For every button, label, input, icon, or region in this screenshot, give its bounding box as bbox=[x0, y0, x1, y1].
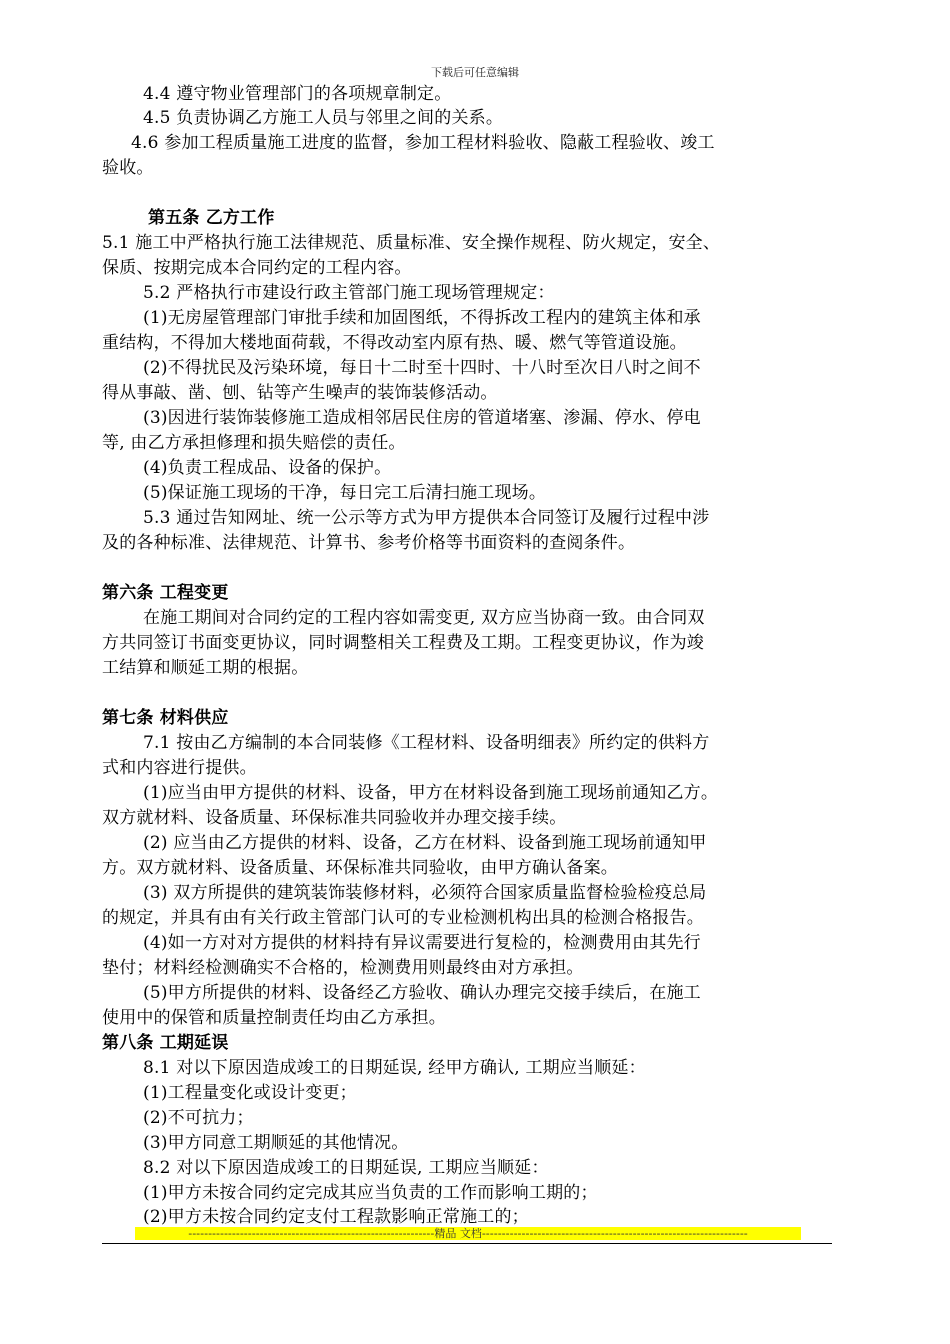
text-line: 方共同签订书面变更协议，同时调整相关工程费及工期。工程变更协议，作为竣 bbox=[102, 633, 704, 653]
text-line: 垫付；材料经检测确实不合格的，检测费用则最终由对方承担。 bbox=[102, 958, 584, 978]
text-line: (1)无房屋管理部门审批手续和加固图纸，不得拆改工程内的建筑主体和承 bbox=[143, 308, 701, 328]
text-line: 4.6 参加工程质量施工进度的监督，参加工程材料验收、隐蔽工程验收、竣工 bbox=[131, 133, 715, 153]
text-line: (5)保证施工现场的干净，每日完工后清扫施工现场。 bbox=[143, 483, 547, 503]
text-line: 5.1 施工中严格执行施工法律规范、质量标准、安全操作规程、防火规定，安全、 bbox=[102, 233, 721, 253]
text-line: 重结构，不得加大楼地面荷载，不得改动室内原有热、暖、燃气等管道设施。 bbox=[102, 333, 687, 353]
text-line: (2) 应当由乙方提供的材料、设备，乙方在材料、设备到施工现场前通知甲 bbox=[143, 833, 707, 853]
text-line: (2)不得扰民及污染环境，每日十二时至十四时、十八时至次日八时之间不 bbox=[143, 358, 701, 378]
text-line: 在施工期间对合同约定的工程内容如需变更, 双方应当协商一致。由合同双 bbox=[143, 608, 705, 628]
text-line: (2)不可抗力； bbox=[143, 1108, 254, 1128]
text-line: 式和内容进行提供。 bbox=[102, 758, 257, 778]
text-line: (2)甲方未按合同约定支付工程款影响正常施工的； bbox=[143, 1207, 529, 1227]
page-header: 下载后可任意编辑 bbox=[431, 66, 519, 79]
text-line: 的规定，并具有由有关行政主管部门认可的专业检测机构出具的检测合格报告。 bbox=[102, 908, 704, 928]
footer-divider bbox=[102, 1243, 832, 1244]
section-heading: 第八条 工期延误 bbox=[102, 1033, 229, 1053]
text-line: 得从事敲、凿、刨、钻等产生噪声的装饰装修活动。 bbox=[102, 383, 498, 403]
text-line: (5)甲方所提供的材料、设备经乙方验收、确认办理完交接手续后，在施工 bbox=[143, 983, 701, 1003]
text-line: (3)因进行装饰装修施工造成相邻居民住房的管道堵塞、渗漏、停水、停电 bbox=[143, 408, 701, 428]
text-line: (4)如一方对对方提供的材料持有异议需要进行复检的，检测费用由其先行 bbox=[143, 933, 701, 953]
text-line: 双方就材料、设备质量、环保标准共同验收并办理交接手续。 bbox=[102, 808, 567, 828]
section-heading: 第七条 材料供应 bbox=[102, 708, 229, 728]
text-line: 5.2 严格执行市建设行政主管部门施工现场管理规定： bbox=[143, 283, 555, 303]
text-line: 方。双方就材料、设备质量、环保标准共同验收，由甲方确认备案。 bbox=[102, 858, 618, 878]
text-line: (3)甲方同意工期顺延的其他情况。 bbox=[143, 1133, 409, 1153]
text-line: 及的各种标准、法律规范、计算书、参考价格等书面资料的查阅条件。 bbox=[102, 533, 636, 553]
text-line: 7.1 按由乙方编制的本合同装修《工程材料、设备明细表》所约定的供料方 bbox=[143, 733, 710, 753]
text-line: 工结算和顺延工期的根据。 bbox=[102, 658, 309, 678]
text-line: (1)甲方未按合同约定完成其应当负责的工作而影响工期的； bbox=[143, 1183, 598, 1203]
text-line: 保质、按期完成本合同约定的工程内容。 bbox=[102, 258, 412, 278]
section-heading: 第六条 工程变更 bbox=[102, 583, 229, 603]
text-line: 4.5 负责协调乙方施工人员与邻里之间的关系。 bbox=[143, 108, 504, 128]
text-line: 8.2 对以下原因造成竣工的日期延误, 工期应当顺延： bbox=[143, 1158, 549, 1178]
text-line: (1)工程量变化或设计变更； bbox=[143, 1083, 357, 1103]
text-line: 使用中的保管和质量控制责任均由乙方承担。 bbox=[102, 1008, 446, 1028]
text-line: (3) 双方所提供的建筑装饰装修材料，必须符合国家质量监督检验检疫总局 bbox=[143, 883, 707, 903]
text-line: 4.4 遵守物业管理部门的各项规章制定。 bbox=[143, 84, 452, 104]
text-line: (4)负责工程成品、设备的保护。 bbox=[143, 458, 392, 478]
text-line: (1)应当由甲方提供的材料、设备，甲方在材料设备到施工现场前通知乙方。 bbox=[143, 783, 719, 803]
text-line: 5.3 通过告知网址、统一公示等方式为甲方提供本合同签订及履行过程中涉 bbox=[143, 508, 710, 528]
text-line: 验收。 bbox=[102, 158, 154, 178]
text-line: 等, 由乙方承担修理和损失赔偿的责任。 bbox=[102, 433, 406, 453]
text-line: 8.1 对以下原因造成竣工的日期延误, 经甲方确认, 工期应当顺延： bbox=[143, 1058, 646, 1078]
footer-banner: --------------------------------------------------------------精品 文档------------------------------------------------------------------- bbox=[135, 1227, 801, 1240]
section-heading: 第五条 乙方工作 bbox=[148, 208, 275, 228]
